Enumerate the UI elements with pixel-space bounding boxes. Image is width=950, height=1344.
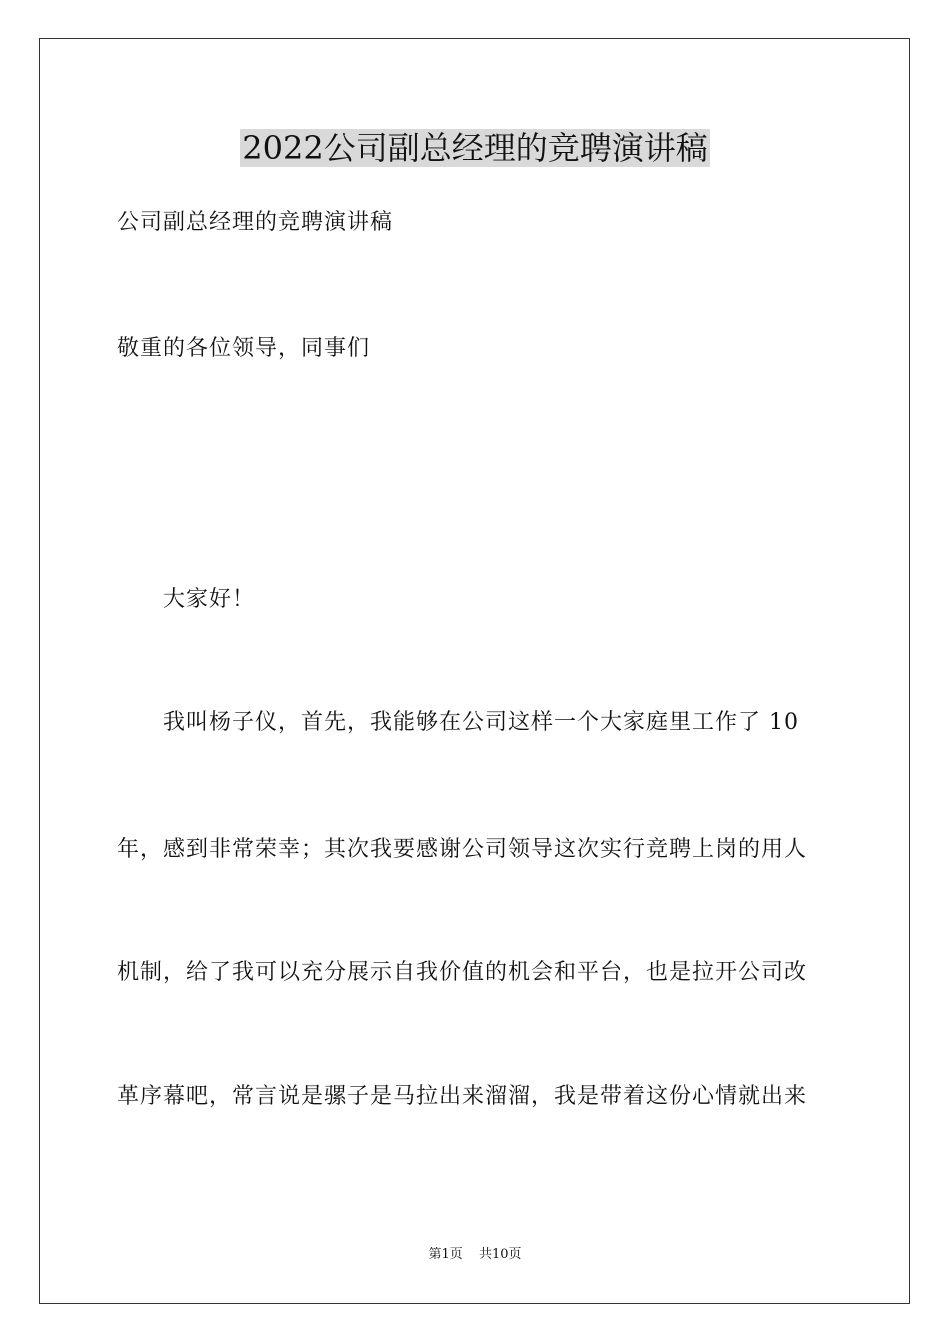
page-footer <box>0 1246 950 1264</box>
subtitle-line: 公司副总经理的竞聘演讲稿 <box>117 210 394 235</box>
document-title <box>0 126 950 170</box>
page-number-total: 共10页 <box>478 1247 522 1262</box>
body-line-1: 我叫杨子仪，首先，我能够在公司这样一个大家庭里工作了 10 <box>163 710 799 735</box>
page-number-current: 第1页 <box>428 1247 463 1262</box>
salutation-line: 敬重的各位领导，同事们 <box>117 336 371 361</box>
greeting-line: 大家好！ <box>163 587 256 612</box>
body-line-2: 年，感到非常荣幸；其次我要感谢公司领导这次实行竞聘上岗的用人 <box>117 837 808 862</box>
body-line-4: 革序幕吧，常言说是骡子是马拉出来溜溜，我是带着这份心情就出来 <box>117 1084 808 1109</box>
body-line-3: 机制，给了我可以充分展示自我价值的机会和平台，也是拉开公司改 <box>117 960 808 985</box>
document-title-text: 2022公司副总经理的竞聘演讲稿 <box>242 129 708 167</box>
